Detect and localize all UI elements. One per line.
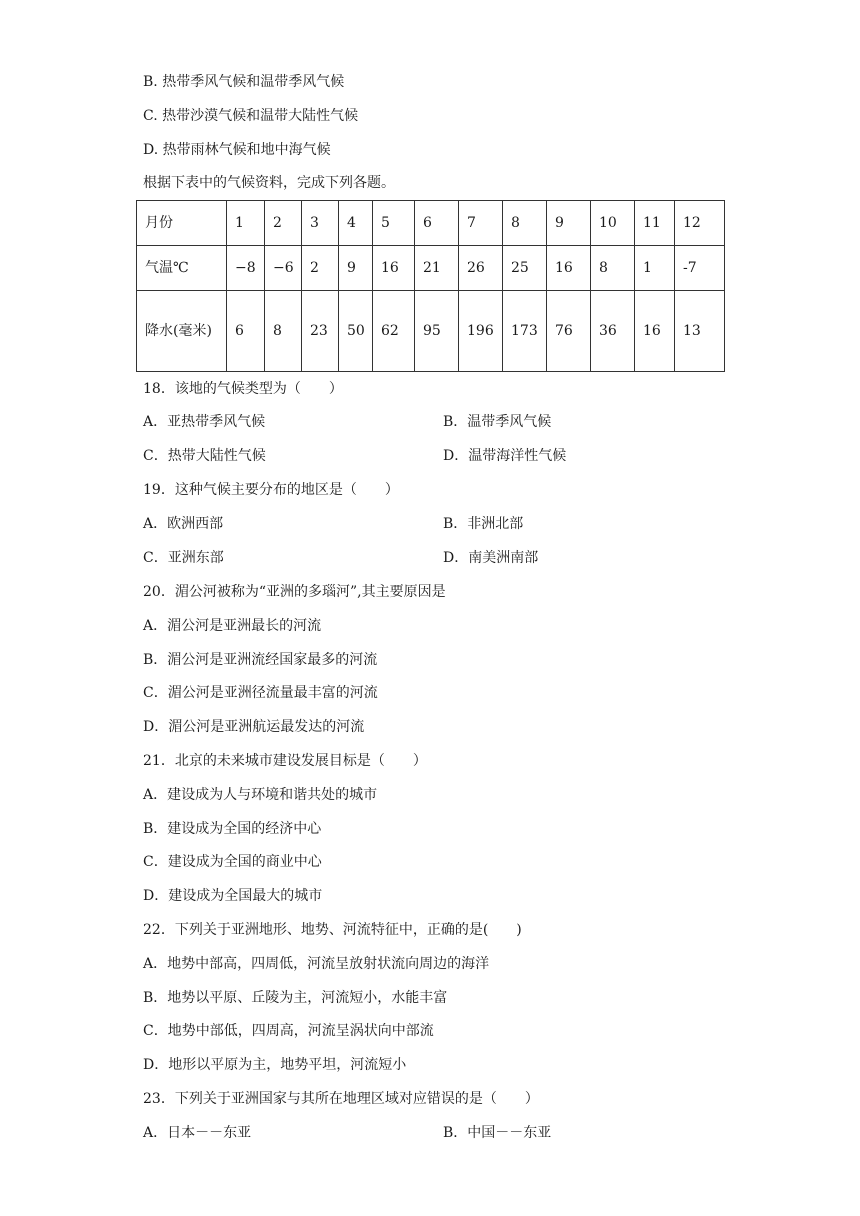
- table-cell: 196: [459, 291, 503, 372]
- option-c-prev: C. 热带沙漠气候和温带大陆性气候: [143, 108, 359, 124]
- table-row-temperature: [137, 246, 725, 291]
- question-19: 19．这种气候主要分布的地区是（ ）: [143, 482, 399, 498]
- table-cell: 50: [339, 291, 373, 372]
- table-cell: −8: [227, 246, 265, 291]
- question-23: 23．下列关于亚洲国家与其所在地理区域对应错误的是（ ）: [143, 1091, 539, 1107]
- q21-option-b: B．建设成为全国的经济中心: [143, 821, 322, 837]
- q19-option-a: A．欧洲西部: [143, 516, 224, 532]
- table-cell: 26: [459, 246, 503, 291]
- table-cell: 36: [591, 291, 635, 372]
- q22-option-d: D．地形以平原为主，地势平坦，河流短小: [143, 1057, 407, 1073]
- table-row-month: [137, 201, 725, 246]
- table-cell: 8: [265, 291, 302, 372]
- q19-option-b: B．非洲北部: [443, 516, 524, 532]
- q21-option-c: C．建设成为全国的商业中心: [143, 854, 322, 870]
- q20-option-d: D．湄公河是亚洲航运最发达的河流: [143, 719, 365, 735]
- table-cell: 8: [503, 201, 547, 246]
- table-cell: 76: [547, 291, 591, 372]
- table-cell: 1: [635, 246, 675, 291]
- table-cell: 2: [302, 246, 339, 291]
- table-cell: 9: [339, 246, 373, 291]
- question-21: 21．北京的未来城市建设发展目标是（ ）: [143, 753, 427, 769]
- table-cell: 16: [547, 246, 591, 291]
- q22-option-b: B．地势以平原、丘陵为主，河流短小，水能丰富: [143, 990, 448, 1006]
- q18-option-a: A．亚热带季风气候: [143, 414, 266, 430]
- climate-table: [136, 200, 725, 372]
- table-cell: 7: [459, 201, 503, 246]
- q21-option-d: D．建设成为全国最大的城市: [143, 888, 323, 904]
- table-cell: 8: [591, 246, 635, 291]
- q19-option-c: C．亚洲东部: [143, 550, 224, 566]
- table-cell: 11: [635, 201, 675, 246]
- table-cell: 6: [227, 291, 265, 372]
- table-cell: 25: [503, 246, 547, 291]
- question-18: 18．该地的气候类型为（ ）: [143, 381, 343, 397]
- table-cell: 95: [415, 291, 459, 372]
- table-intro: 根据下表中的气候资料，完成下列各题。: [143, 175, 395, 191]
- table-cell: 5: [373, 201, 415, 246]
- table-cell: 10: [591, 201, 635, 246]
- table-cell: 2: [265, 201, 302, 246]
- q22-option-c: C．地势中部低，四周高，河流呈涡状向中部流: [143, 1023, 434, 1039]
- q19-option-d: D．南美洲南部: [443, 550, 539, 566]
- table-cell: 6: [415, 201, 459, 246]
- option-b-prev: B. 热带季风气候和温带季风气候: [143, 74, 345, 90]
- table-cell: 4: [339, 201, 373, 246]
- question-22: 22．下列关于亚洲地形、地势、河流特征中，正确的是( ): [143, 922, 522, 938]
- row-label: 气温℃: [137, 246, 227, 291]
- q18-option-d: D．温带海洋性气候: [443, 448, 567, 464]
- q23-option-b: B．中国－－东亚: [443, 1125, 552, 1141]
- q22-option-a: A．地势中部高，四周低，河流呈放射状流向周边的海洋: [143, 956, 490, 972]
- q23-option-a: A．日本－－东亚: [143, 1125, 252, 1141]
- q21-option-a: A．建设成为人与环境和谐共处的城市: [143, 787, 378, 803]
- row-label: 月份: [137, 201, 227, 246]
- question-20: 20．湄公河被称为“亚洲的多瑙河”,其主要原因是: [143, 584, 446, 600]
- q20-option-b: B．湄公河是亚洲流经国家最多的河流: [143, 652, 378, 668]
- table-cell: 16: [635, 291, 675, 372]
- table-cell: 62: [373, 291, 415, 372]
- table-cell: 3: [302, 201, 339, 246]
- table-row-precipitation: [137, 291, 725, 372]
- table-cell: 16: [373, 246, 415, 291]
- table-cell: 13: [675, 291, 725, 372]
- q18-option-c: C．热带大陆性气候: [143, 448, 266, 464]
- table-cell: 173: [503, 291, 547, 372]
- table-cell: 9: [547, 201, 591, 246]
- table-cell: 1: [227, 201, 265, 246]
- q18-option-b: B．温带季风气候: [443, 414, 552, 430]
- table-cell: -7: [675, 246, 725, 291]
- option-d-prev: D. 热带雨林气候和地中海气候: [143, 142, 331, 158]
- table-cell: 12: [675, 201, 725, 246]
- table-cell: −6: [265, 246, 302, 291]
- row-label: 降水(毫米): [137, 291, 227, 372]
- table-cell: 21: [415, 246, 459, 291]
- table-cell: 23: [302, 291, 339, 372]
- q20-option-c: C．湄公河是亚洲径流量最丰富的河流: [143, 685, 378, 701]
- q20-option-a: A．湄公河是亚洲最长的河流: [143, 618, 322, 634]
